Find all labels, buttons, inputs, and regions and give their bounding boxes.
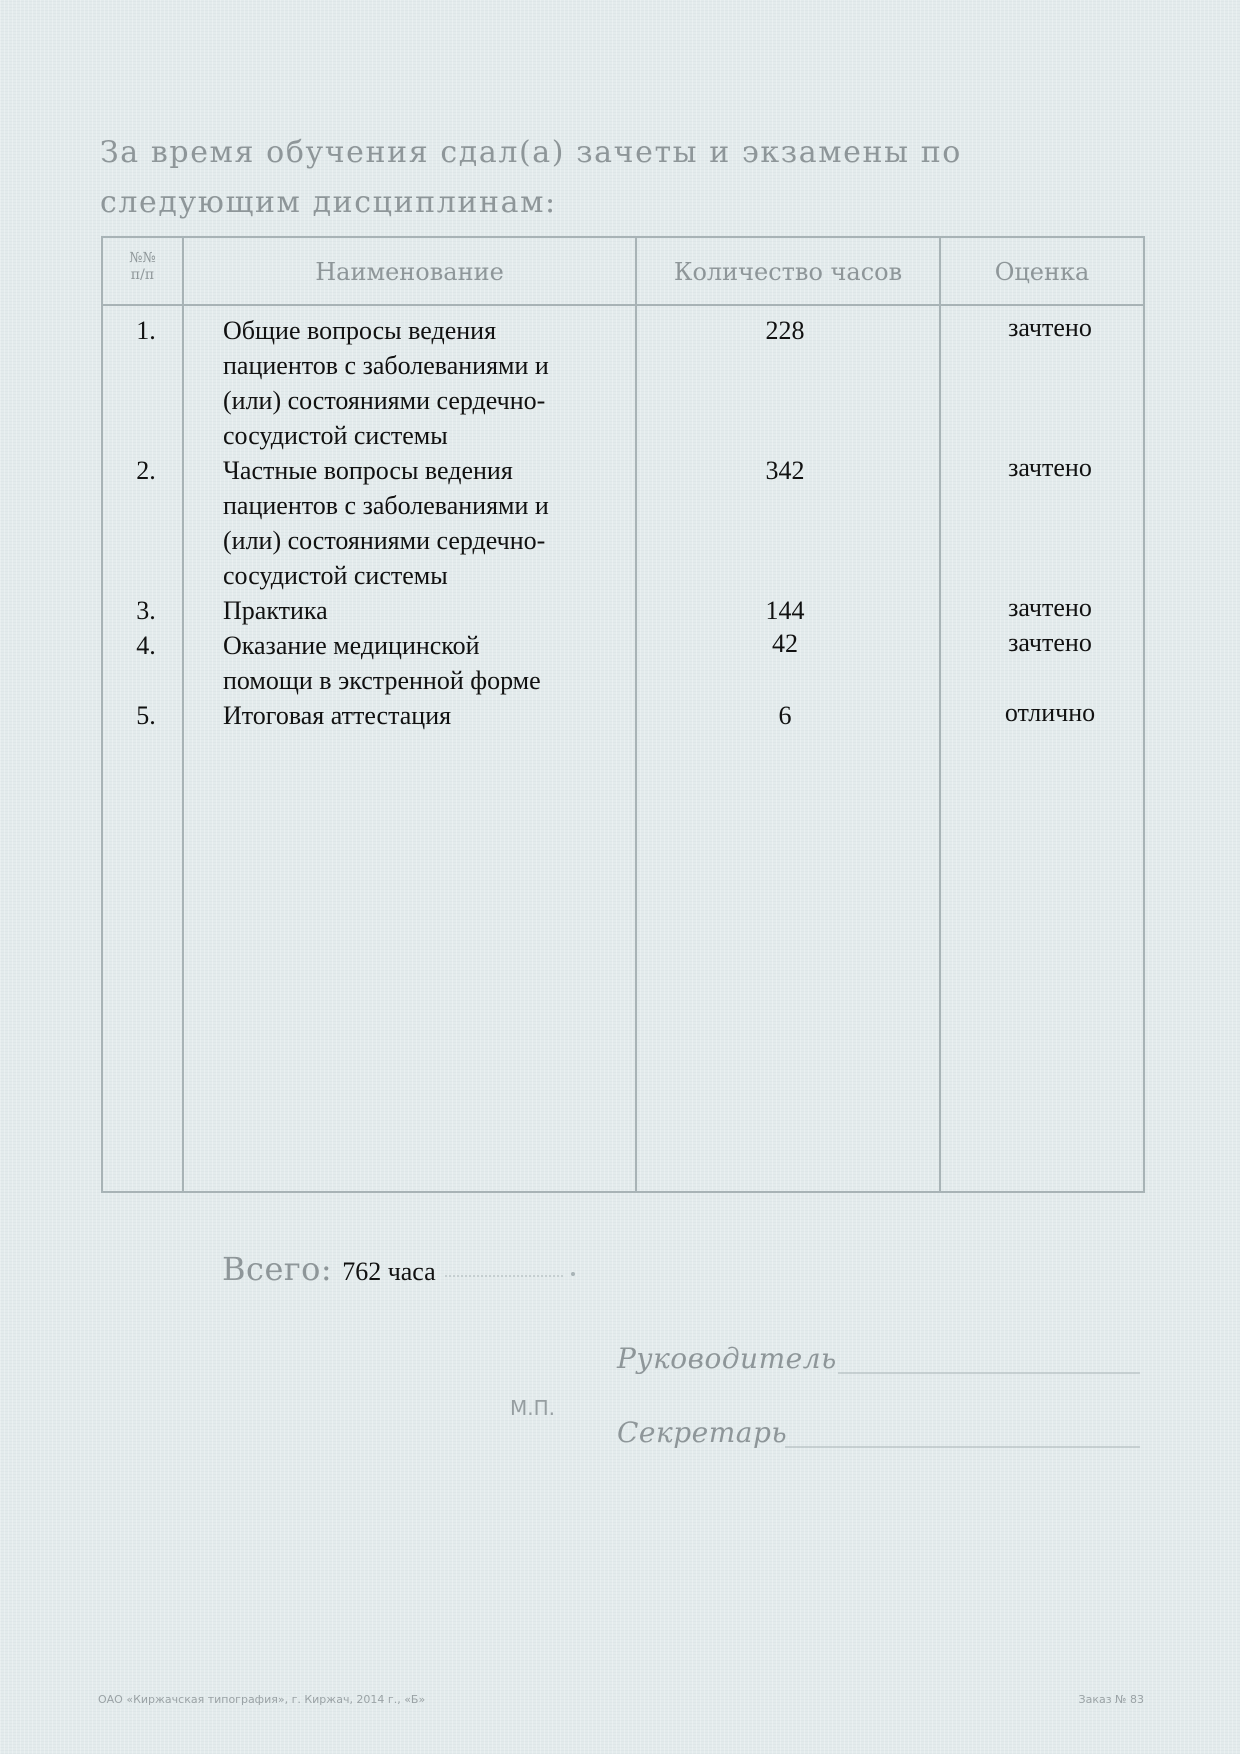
header-num-line2: п/п: [130, 267, 155, 283]
total-label: Всего:: [222, 1250, 333, 1288]
row-grade: отлично: [1004, 698, 1096, 727]
row-hours: 42: [772, 629, 798, 658]
total-dot: [571, 1272, 575, 1276]
header-hours: Количество часов: [673, 258, 903, 286]
order-number: Заказ № 83: [1078, 1693, 1144, 1706]
header-grade: Оценка: [994, 258, 1090, 286]
row-name: [223, 628, 618, 698]
header-num-line1: №№: [129, 250, 156, 266]
section-heading: За время обучения сдал(а) зачеты и экзамены по следующим дисциплинам:: [100, 135, 962, 220]
row-name-line: (или) состояниями сердечно-: [223, 386, 546, 415]
row-name: [223, 453, 618, 593]
row-number: 2.: [136, 456, 156, 485]
row-name: [223, 593, 618, 628]
row-number: 5.: [136, 701, 156, 730]
header-name: Наименование: [315, 258, 504, 286]
row-grade: зачтено: [1008, 453, 1092, 482]
row-name-line: сосудистой системы: [223, 421, 448, 450]
row-name-line: Частные вопросы ведения: [223, 456, 513, 485]
row-hours: 6: [778, 701, 792, 730]
row-grade: зачтено: [1008, 313, 1092, 342]
row-name-line: Итоговая аттестация: [223, 701, 452, 730]
row-grade: зачтено: [1008, 628, 1092, 657]
header-num: [102, 250, 183, 284]
row-name-line: пациентов с заболеваниями и: [223, 491, 549, 520]
printer-imprint: ОАО «Киржачская типография», г. Киржач, 2014 г., «Б»: [98, 1693, 426, 1706]
row-name: [223, 698, 618, 733]
stamp-place-label: М.П.: [510, 1396, 556, 1420]
row-name-line: пациентов с заболеваниями и: [223, 351, 549, 380]
head-signature-label: Руководитель: [617, 1342, 837, 1375]
row-name-line: Оказание медицинской: [223, 631, 480, 660]
total-line: [222, 1250, 436, 1290]
row-name: [223, 313, 618, 453]
row-name-line: Практика: [223, 596, 328, 625]
secretary-signature-label: Секретарь: [617, 1416, 788, 1449]
row-name-line: помощи в экстренной форме: [223, 666, 541, 695]
total-value: 762 часа: [342, 1257, 436, 1286]
row-hours: 342: [765, 456, 805, 485]
row-hours: 144: [765, 596, 805, 625]
row-hours: 228: [765, 316, 805, 345]
row-grade: зачтено: [1008, 593, 1092, 622]
row-number: 3.: [136, 596, 156, 625]
row-number: 4.: [136, 631, 156, 660]
row-number: 1.: [136, 316, 156, 345]
row-name-line: сосудистой системы: [223, 561, 448, 590]
row-name-line: (или) состояниями сердечно-: [223, 526, 546, 555]
row-name-line: Общие вопросы ведения: [223, 316, 497, 345]
